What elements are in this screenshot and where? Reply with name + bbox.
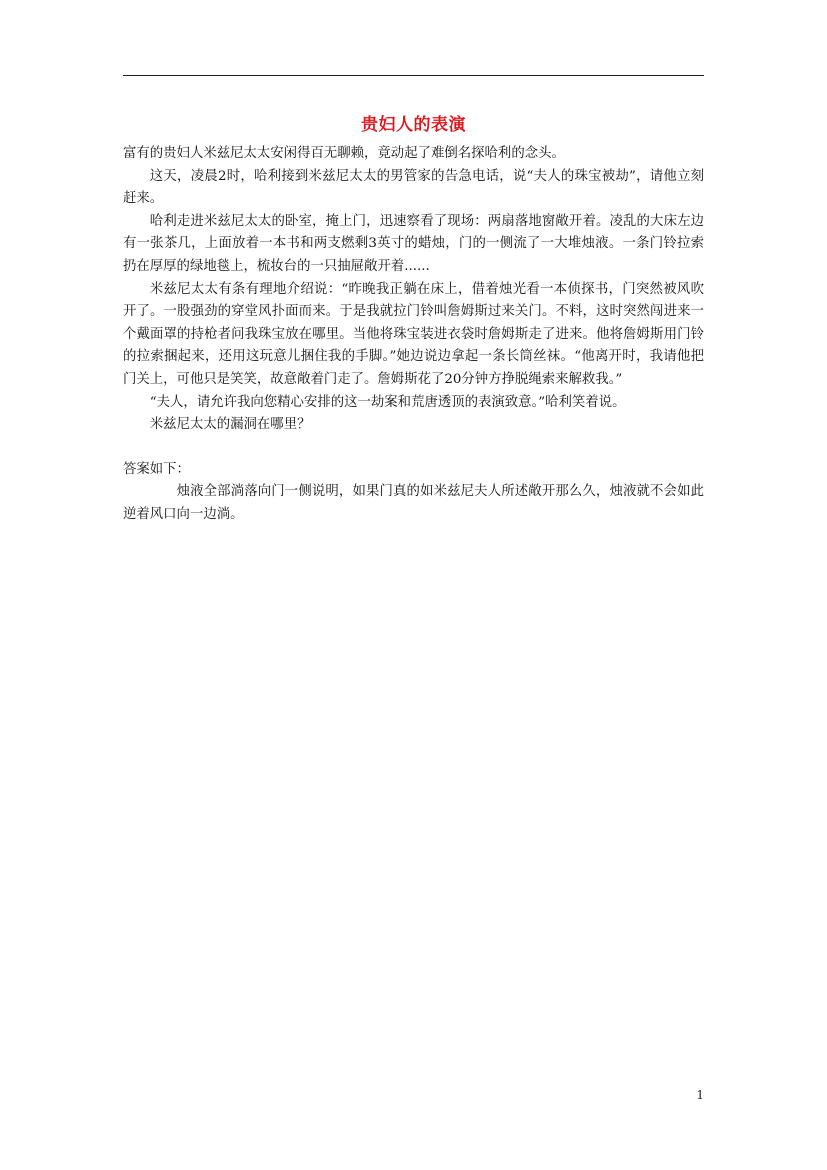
answer-label: 答案如下： bbox=[123, 461, 190, 477]
paragraph-phone-call: 这天，凌晨2时，哈利接到米兹尼太太的男管家的告急电话，说“夫人的珠宝被劫”，请他立刻赶来。 bbox=[123, 168, 704, 207]
answer-text: 烛液全部淌落向门一侧说明，如果门真的如米兹尼夫人所述敞开那么久，烛液就不会如此逆着风口向一边淌。 bbox=[123, 484, 704, 522]
paragraph-question: 米兹尼太太的漏洞在哪里？ bbox=[149, 417, 311, 433]
document-title: 贵妇人的表演 bbox=[361, 115, 466, 135]
paragraph-testimony: 米兹尼太太有条有理地介绍说：“昨晚我正躺在床上，借着烛光看一本侦探书，门突然被风吹开了。一股强劲的穿堂风扑面而来。于是我就拉门铃叫詹姆斯过来关门。不料，这时突然闯进来一个戴面罩的持枪者问我珠宝放在哪里。当他将珠宝装进衣袋时詹姆斯走了进来。他将詹姆斯用门铃的拉索捆起来，还用这玩意儿捆住我的手脚。”她边说边拿起一条长筒丝袜。“他离开时，我请他把门关上，可他只是笑笑，故意敞着门走了。詹姆斯花了20分钟方挣脱绳索来解救我。” bbox=[123, 281, 704, 387]
header-rule bbox=[123, 75, 704, 76]
document-body bbox=[123, 143, 704, 527]
paragraph-scene: 哈利走进米兹尼太太的卧室，掩上门，迅速察看了现场：两扇落地窗敞开着。凌乱的大床左边有一张茶几，上面放着一本书和两支燃剩3英寸的蜡烛，门的一侧流了一大堆烛液。一条门铃拉索扔在厚厚的绿地毯上，梳妆台的一只抽屉敞开着...... bbox=[123, 213, 704, 274]
paragraph-harry-reply: “夫人，请允许我向您精心安排的这一劫案和荒唐透顶的表演致意。”哈利笑着说。 bbox=[149, 394, 626, 410]
page-number: 1 bbox=[696, 1088, 704, 1102]
paragraph-intro: 富有的贵妇人米兹尼太太安闲得百无聊赖，竟动起了难倒名探哈利的念头。 bbox=[123, 146, 565, 161]
